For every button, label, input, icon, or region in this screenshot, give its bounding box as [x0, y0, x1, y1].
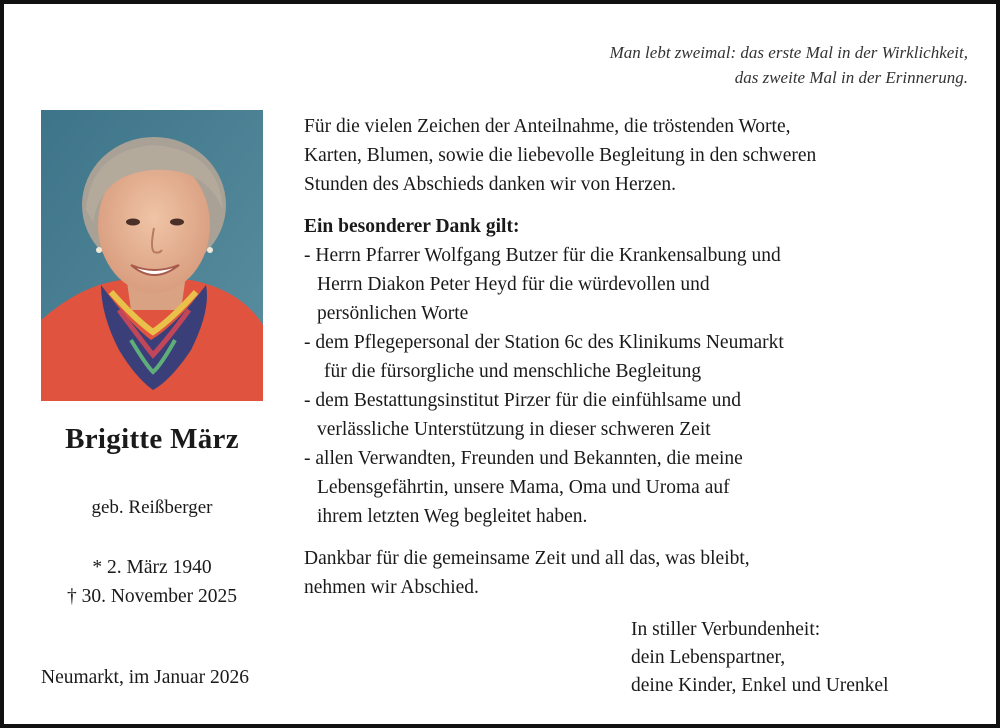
intro-paragraph	[304, 112, 984, 199]
closing-line: Dankbar für die gemeinsame Zeit und all das, was bleibt,	[304, 548, 750, 569]
portrait-illustration	[41, 110, 263, 401]
thanks-item-line: Herrn Diakon Peter Heyd für die würdevollen und	[317, 274, 710, 295]
birth-name: geb. Reißberger	[91, 497, 213, 518]
thanks-item	[304, 241, 984, 328]
intro-line: Stunden des Abschieds danken wir von Herzen.	[304, 174, 677, 195]
portrait-photo	[41, 110, 263, 401]
thanks-item-line: - Herrn Pfarrer Wolfgang Butzer für die Krankensalbung und	[304, 245, 781, 266]
closing-line: nehmen wir Abschied.	[304, 577, 479, 598]
signature-block	[631, 616, 889, 700]
quote-line-1: Man lebt zweimal: das erste Mal in der Wirklichkeit,	[609, 43, 968, 62]
quote-line-2: das zweite Mal in der Erinnerung.	[734, 68, 968, 87]
thanks-item-line: Lebensgefährtin, unsere Mama, Oma und Uroma auf	[317, 477, 730, 498]
thanks-item-line: - dem Bestattungsinstitut Pirzer für die einfühlsame und	[304, 390, 742, 411]
thanks-item-line: verlässliche Unterstützung in dieser schweren Zeit	[317, 419, 711, 440]
place-and-date: Neumarkt, im Januar 2026	[41, 667, 249, 688]
thanks-item-line: - allen Verwandten, Freunden und Bekannten, die meine	[304, 448, 743, 469]
thanks-item-line: für die fürsorgliche und menschliche Begleitung	[324, 361, 702, 382]
deceased-name: Brigitte März	[65, 423, 239, 455]
signature-line: deine Kinder, Enkel und Urenkel	[631, 675, 889, 696]
life-dates	[34, 553, 270, 611]
thanks-item-line: persönlichen Worte	[317, 303, 469, 324]
birth-date: * 2. März 1940	[92, 557, 212, 578]
thanks-text	[304, 112, 984, 602]
thanks-heading: Ein besonderer Dank gilt:	[304, 216, 520, 237]
thanks-item-line: ihrem letzten Weg begleitet haben.	[317, 506, 588, 527]
closing-paragraph	[304, 544, 984, 602]
memorial-quote	[610, 40, 968, 90]
signature-line: In stiller Verbundenheit:	[631, 619, 821, 640]
thanks-item	[304, 386, 984, 444]
signature-line: dein Lebenspartner,	[631, 647, 786, 668]
thanks-item-line: - dem Pflegepersonal der Station 6c des Klinikums Neumarkt	[304, 332, 784, 353]
thanks-item	[304, 328, 984, 386]
intro-line: Karten, Blumen, sowie die liebevolle Begleitung in den schweren	[304, 145, 817, 166]
thanks-item	[304, 444, 984, 531]
intro-line: Für die vielen Zeichen der Anteilnahme, die tröstenden Worte,	[304, 116, 791, 137]
death-date: † 30. November 2025	[66, 586, 238, 607]
